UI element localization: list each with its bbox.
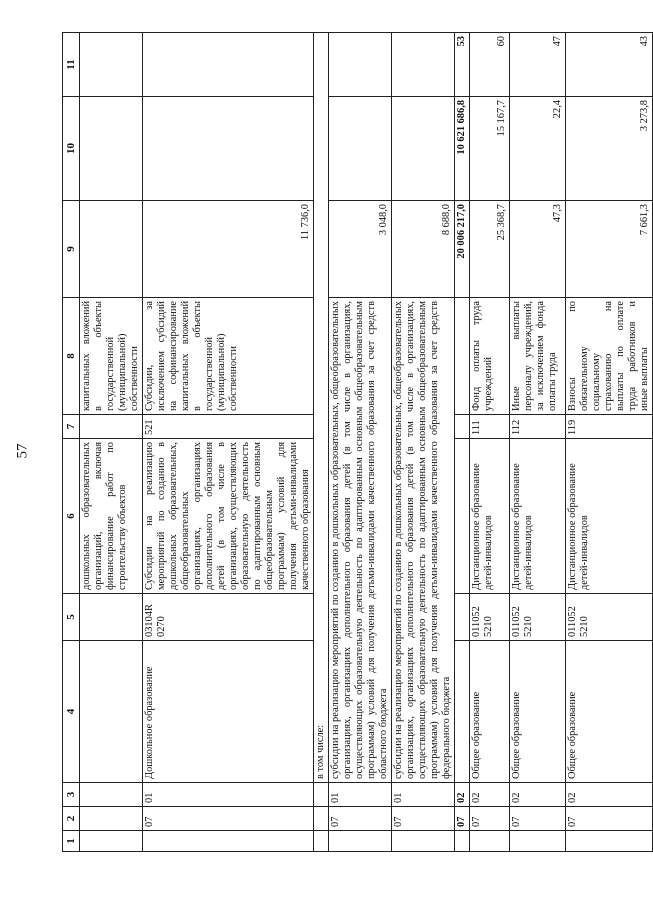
table-cell: 07 (455, 807, 470, 831)
header-cell: 7 (63, 415, 80, 439)
table-cell: Дистанционное образование детей-инвалидов (510, 439, 566, 594)
table-cell (314, 783, 329, 807)
table-cell (80, 33, 143, 97)
table-cell (455, 298, 470, 415)
table-cell: 22,4 (510, 97, 566, 201)
table-cell: 02 (510, 783, 566, 807)
table-cell (314, 831, 329, 852)
table-cell: 01 (143, 783, 314, 807)
table-row (329, 33, 392, 852)
table-cell: капитальных вложений в объекты государственной (муниципальной) собственности (80, 298, 143, 415)
table-cell: 53 (455, 33, 470, 97)
table-cell: 521 (143, 415, 314, 439)
table-cell (455, 439, 470, 594)
table-cell: Общее образование (510, 641, 566, 783)
table-cell: в том числе: (314, 33, 329, 783)
table-cell (80, 594, 143, 641)
table-cell (392, 97, 455, 201)
table-cell: 8 688,0 (392, 201, 455, 298)
table-cell: 43 (566, 33, 653, 97)
table-cell (329, 33, 392, 97)
table-cell: Иные выплаты персоналу учреждений, за исключением фонда оплаты труда (510, 298, 566, 415)
table-cell: Общее образование (470, 641, 510, 783)
header-cell: 1 (63, 831, 80, 852)
table-cell: 07 (143, 807, 314, 831)
table-cell: 011052 5210 (566, 594, 653, 641)
page-number-text: 57 (14, 443, 31, 459)
table-cell: Дистанционное образование детей-инвалидов (470, 439, 510, 594)
table-cell: 47,3 (510, 201, 566, 298)
table-cell: Фонд оплаты труда учреждений (470, 298, 510, 415)
table-cell: 3 048,0 (329, 201, 392, 298)
table-cell: Дистанционное образование детей-инвалидов (566, 439, 653, 594)
table-cell (143, 831, 314, 852)
table-row (566, 33, 653, 852)
table-cell: субсидии на реализацию мероприятий по созданию в дошкольных образовательных, общеобразовательных организациях, организациях дополнительного образования детей (в том числе в организациях, осуществляющих образовательную деятельность по адаптированным основным общеобразовательным программам) условий для получения детьми-инвалидами качественного образования за счет средств областного бюджета (329, 298, 392, 783)
table-row (470, 33, 510, 852)
table-cell: 01 (329, 783, 392, 807)
table-cell: 15 167,7 (470, 97, 510, 201)
table-cell (329, 97, 392, 201)
table-cell: 60 (470, 33, 510, 97)
table-cell (80, 201, 143, 298)
table-cell: дошкольных образовательных организаций, включая финансирование работ по строительству объектов (80, 439, 143, 594)
table-row (80, 33, 143, 852)
budget-table-area (62, 33, 650, 852)
table-cell: 111 (470, 415, 510, 439)
header-cell: 6 (63, 439, 80, 594)
table-cell (392, 831, 455, 852)
table-cell: 7 661,3 (566, 201, 653, 298)
table-cell: субсидии на реализацию мероприятий по созданию в дошкольных образовательных, общеобразовательных организациях, организациях дополнительного образования детей (в том числе в организациях, осуществляющих образовательную деятельность по адаптированным основным общеобразовательным программам) условий для получения детьми-инвалидами качественного образования за счет средств федерального бюджета (392, 298, 455, 783)
table-cell (510, 831, 566, 852)
table-cell: 02 (566, 783, 653, 807)
table-cell: 07 (510, 807, 566, 831)
table-cell: 10 621 686,8 (455, 97, 470, 201)
table-cell (455, 641, 470, 783)
table-cell (314, 807, 329, 831)
table-cell (143, 97, 314, 201)
table-cell (566, 831, 653, 852)
table-cell: Общее образование (566, 641, 653, 783)
page-number (14, 436, 32, 466)
header-cell: 11 (63, 33, 80, 97)
table-cell: Взносы по обязательному социальному страхованию на выплаты по оплате труда работников и иные выплаты (566, 298, 653, 415)
table-cell: 011052 5210 (510, 594, 566, 641)
table-cell: Субсидии, за исключением субсидий на софинансирование капитальных вложений в объекты государственной (муниципальной) собственности (143, 298, 314, 415)
table-cell: 07 (392, 807, 455, 831)
budget-table (62, 32, 653, 852)
table-cell (392, 33, 455, 97)
table-cell (80, 97, 143, 201)
table-cell: 20 006 217,0 (455, 201, 470, 298)
table-cell (80, 641, 143, 783)
table-cell (80, 415, 143, 439)
header-cell: 8 (63, 298, 80, 415)
header-cell: 4 (63, 641, 80, 783)
table-row (314, 33, 329, 852)
table-cell: 47 (510, 33, 566, 97)
header-row (63, 33, 80, 852)
table-cell (329, 831, 392, 852)
table-cell: Субсидии на реализацию мероприятий по созданию в дошкольных образовательных, общеобразовательных организациях, организациях дополнительного образования детей (в том числе в организациях, осуществляющих образовательную деятельность по адаптированным основным общеобразовательным программам) условий для получения детьми-инвалидами качественного образования (143, 439, 314, 594)
header-cell: 10 (63, 97, 80, 201)
table-cell: 112 (510, 415, 566, 439)
header-cell: 3 (63, 783, 80, 807)
table-cell: 07 (329, 807, 392, 831)
table-cell (143, 33, 314, 97)
table-cell (455, 831, 470, 852)
table-cell: 11 736,0 (143, 201, 314, 298)
table-cell: 01 (392, 783, 455, 807)
table-cell: 25 368,7 (470, 201, 510, 298)
table-row (455, 33, 470, 852)
header-cell: 2 (63, 807, 80, 831)
table-row (392, 33, 455, 852)
table-row (143, 33, 314, 852)
table-cell: 03104R 0270 (143, 594, 314, 641)
table-cell (455, 415, 470, 439)
table-cell: 07 (566, 807, 653, 831)
table-cell: 3 273,8 (566, 97, 653, 201)
table-cell: 011052 5210 (470, 594, 510, 641)
rotated-table-wrapper (62, 33, 650, 852)
table-cell: 02 (455, 783, 470, 807)
table-cell (80, 831, 143, 852)
table-cell (80, 783, 143, 807)
table-cell: 119 (566, 415, 653, 439)
header-cell: 5 (63, 594, 80, 641)
table-cell (470, 831, 510, 852)
header-cell: 9 (63, 201, 80, 298)
table-cell (80, 807, 143, 831)
table-cell: 07 (470, 807, 510, 831)
table-cell: 02 (470, 783, 510, 807)
table-cell: Дошкольное образование (143, 641, 314, 783)
table-cell (455, 594, 470, 641)
table-row (510, 33, 566, 852)
